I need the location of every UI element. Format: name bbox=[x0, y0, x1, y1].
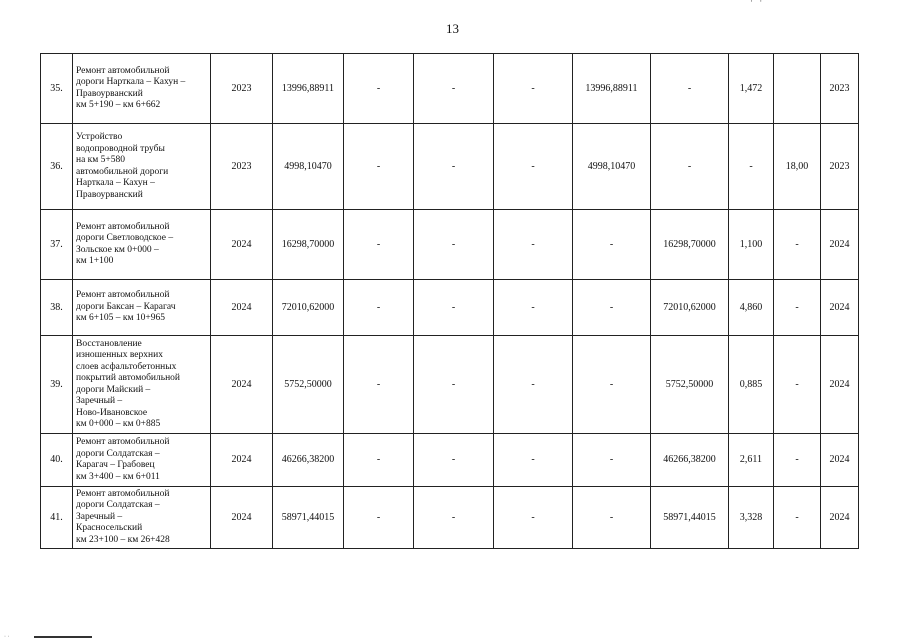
works-table bbox=[40, 53, 859, 549]
cost-cell: - bbox=[573, 336, 651, 434]
start-year: 2023 bbox=[211, 124, 273, 210]
total-cost: 72010,62000 bbox=[273, 280, 344, 336]
object-name-line: Правоурванский bbox=[76, 189, 143, 200]
cost-cell: - bbox=[494, 54, 573, 124]
object-name-line: Ремонт автомобильной bbox=[76, 221, 170, 232]
object-name-line: Заречный – bbox=[76, 396, 123, 406]
object-name bbox=[73, 336, 211, 434]
length-km: 1,472 bbox=[729, 54, 774, 124]
length-m: - bbox=[774, 336, 821, 434]
cost-cell: - bbox=[344, 336, 414, 434]
object-name-line: км 6+105 – км 10+965 bbox=[76, 313, 165, 324]
cost-cell: - bbox=[344, 434, 414, 487]
cost-cell: 72010,62000 bbox=[651, 280, 729, 336]
object-name-line: автомобильной дороги bbox=[76, 166, 169, 177]
object-name-line: изношенных верхних bbox=[76, 350, 163, 360]
object-name-line: дороги Солдатская – bbox=[76, 448, 160, 459]
start-year: 2024 bbox=[211, 434, 273, 487]
works-table-body bbox=[41, 54, 859, 549]
start-year: 2024 bbox=[211, 210, 273, 280]
table-row bbox=[41, 280, 859, 336]
cost-cell: 46266,38200 bbox=[651, 434, 729, 487]
object-name-line: дороги Нарткала – Кахун – bbox=[76, 77, 186, 87]
cost-cell: - bbox=[651, 124, 729, 210]
cost-cell: - bbox=[344, 210, 414, 280]
end-year: 2023 bbox=[821, 124, 859, 210]
object-name-line: водопроводной трубы bbox=[76, 143, 165, 154]
object-name-line: Восстановление bbox=[76, 338, 142, 349]
object-name-line: на км 5+580 bbox=[76, 155, 126, 165]
object-name bbox=[73, 54, 211, 124]
start-year: 2023 bbox=[211, 54, 273, 124]
table-row bbox=[41, 124, 859, 210]
cost-cell: - bbox=[494, 124, 573, 210]
row-number: 35. bbox=[41, 54, 73, 124]
cost-cell: - bbox=[573, 434, 651, 487]
object-name-line: км 23+100 – км 26+428 bbox=[76, 534, 170, 545]
end-year: 2024 bbox=[821, 210, 859, 280]
cost-cell: - bbox=[573, 280, 651, 336]
cost-cell: - bbox=[494, 434, 573, 487]
total-cost: 58971,44015 bbox=[273, 487, 344, 549]
cost-cell: - bbox=[573, 210, 651, 280]
object-name-line: Правоурванский bbox=[76, 88, 143, 99]
object-name-line: Нарткала – Кахун – bbox=[76, 178, 155, 188]
object-name-line: Ремонт автомобильной bbox=[76, 65, 170, 76]
start-year: 2024 bbox=[211, 280, 273, 336]
start-year: 2024 bbox=[211, 487, 273, 549]
end-year: 2024 bbox=[821, 280, 859, 336]
object-name-line: км 0+000 – км 0+885 bbox=[76, 419, 161, 429]
cost-cell: - bbox=[344, 54, 414, 124]
length-m: - bbox=[774, 434, 821, 487]
object-name-line: Устройство bbox=[76, 132, 123, 142]
end-year: 2024 bbox=[821, 336, 859, 434]
object-name-line: Зольское км 0+000 – bbox=[76, 244, 159, 255]
cost-cell: - bbox=[344, 487, 414, 549]
start-year: 2024 bbox=[211, 336, 273, 434]
total-cost: 5752,50000 bbox=[273, 336, 344, 434]
cost-cell: - bbox=[494, 336, 573, 434]
table-row bbox=[41, 336, 859, 434]
row-number: 41. bbox=[41, 487, 73, 549]
cost-cell: - bbox=[651, 54, 729, 124]
row-number: 39. bbox=[41, 336, 73, 434]
table-row bbox=[41, 434, 859, 487]
object-name-line: Красносельский bbox=[76, 523, 143, 534]
row-number: 37. bbox=[41, 210, 73, 280]
length-m: - bbox=[774, 280, 821, 336]
object-name-line: Ремонт автомобильной bbox=[76, 437, 170, 447]
cost-cell: - bbox=[414, 124, 494, 210]
cost-cell: - bbox=[494, 210, 573, 280]
length-km: - bbox=[729, 124, 774, 210]
total-cost: 4998,10470 bbox=[273, 124, 344, 210]
cost-cell: - bbox=[494, 280, 573, 336]
object-name-line: Заречный – bbox=[76, 511, 123, 522]
object-name-line: км 5+190 – км 6+662 bbox=[76, 100, 161, 110]
object-name-line: Ново-Ивановское bbox=[76, 407, 148, 418]
length-km: 3,328 bbox=[729, 487, 774, 549]
object-name-line: км 1+100 bbox=[76, 256, 114, 266]
cost-cell: - bbox=[414, 54, 494, 124]
end-year: 2023 bbox=[821, 54, 859, 124]
end-year: 2024 bbox=[821, 487, 859, 549]
object-name-line: Карагач – Грабовец bbox=[76, 460, 155, 470]
cost-cell: - bbox=[414, 210, 494, 280]
object-name bbox=[73, 124, 211, 210]
cost-cell: - bbox=[414, 280, 494, 336]
cost-cell: 58971,44015 bbox=[651, 487, 729, 549]
length-km: 4,860 bbox=[729, 280, 774, 336]
cost-cell: - bbox=[344, 124, 414, 210]
object-name-line: покрытий автомобильной bbox=[76, 373, 181, 383]
cost-cell: 16298,70000 bbox=[651, 210, 729, 280]
object-name-line: дороги Баксан – Карагач bbox=[76, 301, 176, 312]
length-m: 18,00 bbox=[774, 124, 821, 210]
end-year: 2024 bbox=[821, 434, 859, 487]
scan-artifact: · · bbox=[4, 634, 10, 640]
length-m bbox=[774, 54, 821, 124]
table-row bbox=[41, 54, 859, 124]
cost-cell: 5752,50000 bbox=[651, 336, 729, 434]
footnote-rule bbox=[34, 636, 92, 638]
object-name bbox=[73, 434, 211, 487]
object-name bbox=[73, 210, 211, 280]
total-cost: 46266,38200 bbox=[273, 434, 344, 487]
cost-cell: 13996,88911 bbox=[573, 54, 651, 124]
length-km: 0,885 bbox=[729, 336, 774, 434]
length-m: - bbox=[774, 210, 821, 280]
cost-cell: - bbox=[414, 336, 494, 434]
object-name-line: км 3+400 – км 6+011 bbox=[76, 471, 160, 482]
length-m: - bbox=[774, 487, 821, 549]
cost-cell: - bbox=[414, 487, 494, 549]
object-name-line: дороги Майский – bbox=[76, 384, 151, 395]
table-row bbox=[41, 210, 859, 280]
object-name-line: Ремонт автомобильной bbox=[76, 488, 170, 499]
object-name-line: слоев асфальтобетонных bbox=[76, 361, 177, 372]
cost-cell: 4998,10470 bbox=[573, 124, 651, 210]
row-number: 36. bbox=[41, 124, 73, 210]
table-row bbox=[41, 487, 859, 549]
cost-cell: - bbox=[573, 487, 651, 549]
corner-scan-mark: · · bbox=[750, 0, 765, 6]
object-name-line: дороги Солдатская – bbox=[76, 500, 160, 511]
page-number: 13 bbox=[446, 21, 459, 36]
total-cost: 16298,70000 bbox=[273, 210, 344, 280]
object-name bbox=[73, 280, 211, 336]
object-name bbox=[73, 487, 211, 549]
object-name-line: Ремонт автомобильной bbox=[76, 290, 170, 301]
cost-cell: - bbox=[494, 487, 573, 549]
length-km: 1,100 bbox=[729, 210, 774, 280]
row-number: 40. bbox=[41, 434, 73, 487]
row-number: 38. bbox=[41, 280, 73, 336]
cost-cell: - bbox=[344, 280, 414, 336]
object-name-line: дороги Светловодское – bbox=[76, 233, 174, 243]
length-km: 2,611 bbox=[729, 434, 774, 487]
total-cost: 13996,88911 bbox=[273, 54, 344, 124]
cost-cell: - bbox=[414, 434, 494, 487]
